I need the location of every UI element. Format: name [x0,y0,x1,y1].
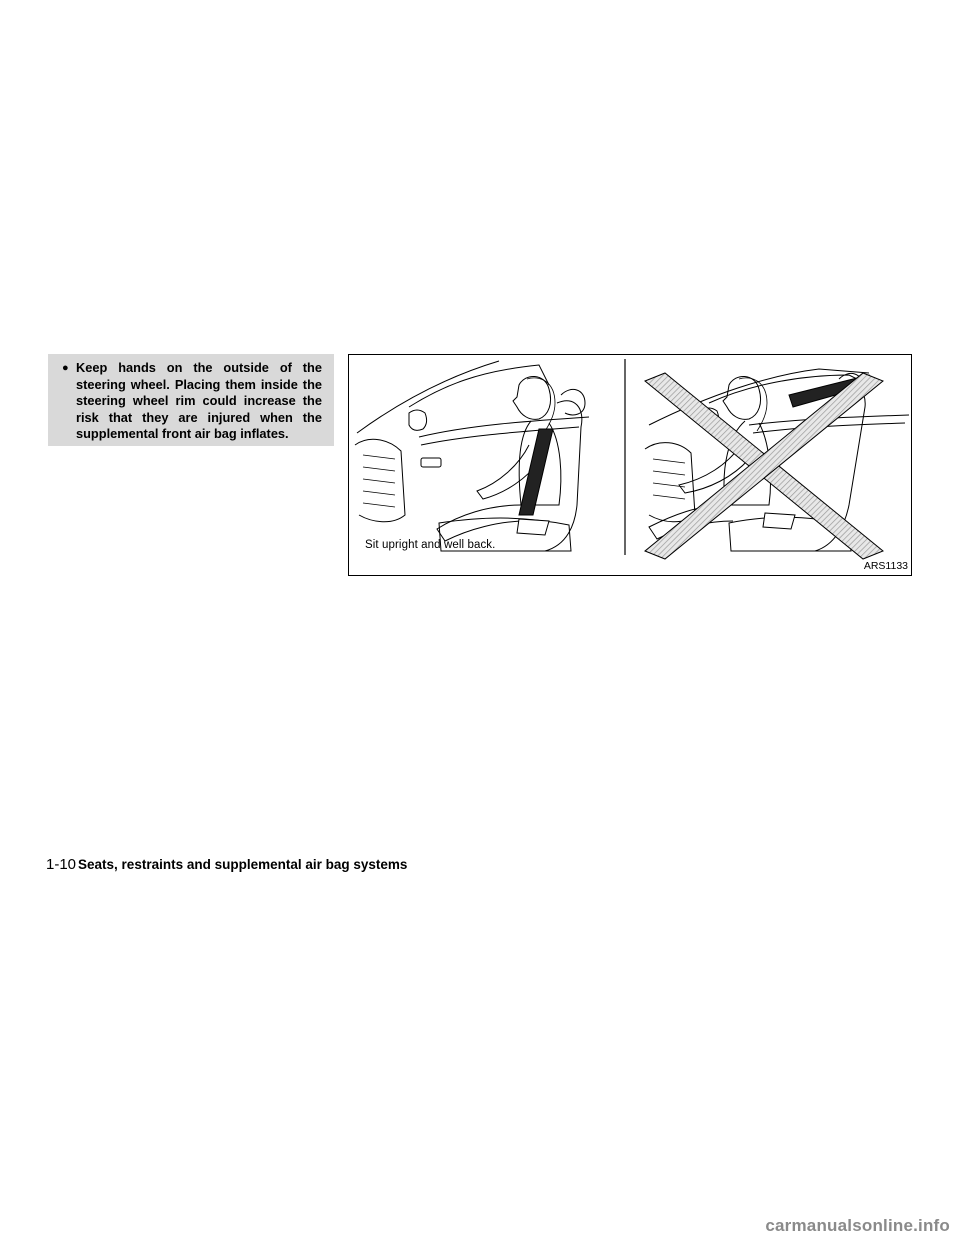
warning-box [48,354,334,446]
figure-code: ARS1133 [863,560,908,572]
seating-illustration [348,354,912,576]
correct-seatbelt-band [519,429,553,515]
incorrect-seatbelt-buckle [763,513,795,529]
page-number: 1-10 [46,856,77,873]
correct-seatbelt-buckle [517,519,549,535]
correct-posture-drawing [355,361,589,551]
incorrect-cross-mark [645,373,883,559]
section-title: Seats, restraints and supplemental air bag systems [78,857,408,872]
warning-text: Keep hands on the outside of the steering wheel. Placing them inside the steering wheel rim could increase the risk that they are injured when the supplemental front air bag inflates. [76,360,322,441]
warning-bullet-item [62,360,322,443]
page-footer [46,856,407,874]
bullet-icon: ● [62,362,69,374]
figure-caption: Sit upright and well back. [365,539,496,551]
watermark: carmanualsonline.info [765,1216,950,1235]
